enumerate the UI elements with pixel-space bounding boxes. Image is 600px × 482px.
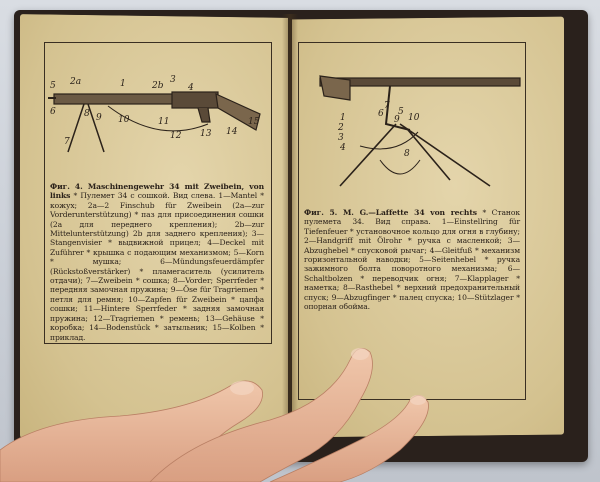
fig4-label: 4: [188, 83, 194, 93]
fig4-label: 2b: [152, 81, 164, 91]
fig5-label: 2: [338, 123, 344, 133]
fig4-label: 14: [226, 127, 238, 137]
fig4-label: 11: [158, 117, 170, 127]
fig4-label: 7: [64, 137, 70, 147]
fig5-label: 5: [398, 107, 404, 117]
fig4-label: 2a: [70, 77, 82, 87]
fig5-label: 10: [408, 113, 420, 123]
fig4-label: 12: [170, 131, 182, 141]
right-caption-body: * Станок пулемета 34. Вид справа. 1—Einstellring für Tiefenfeuer * установочное кольцо для огня в глубину; 2—Handgriff mit Ölrohr * ручка с масленкой; 3—Abzughebel * спусковой рычаг; 4—Gleitfuß * механизм горизонтальной наводки; 5—Seitenhebel * ручка зажимного болта поворотного механизма; 6—Schaltbolzen * переводчик огня; 7—Klapplager * наметка; 8—Rasthebel * верхний предохранительный спуск; 9—Abzugfinger * палец спуска; 10—Stützlager * опорная обойма.: [304, 208, 520, 312]
fig4-label: 8: [84, 109, 90, 119]
fig4-label: 3: [170, 75, 176, 85]
fig4-label: 6: [50, 107, 56, 117]
fig4-label: 10: [118, 115, 130, 125]
tripod-legs: [340, 124, 490, 186]
left-caption-head: Фиг. 4. Maschinengewehr 34 mit Zweibein, von links: [50, 182, 264, 201]
right-caption: [304, 208, 520, 311]
fig5-label: 4: [340, 143, 346, 153]
receiver: [172, 92, 218, 108]
left-caption-body: * Пулемет 34 с сошкой. Вид слева. 1—Mantel * кожух; 2a—2 Finschub für Zweibein (2a—zur Vorderunterstützung) * паз для присоединения сошки (2a для переднего крепления); 2b—zur Mittelunterstützung) 2b для заднего крепления); 3—Stangenvisier * выдвижной прицел; 4—Deckel mit Zuführer * крышка с подающим механизмом; 5—Korn * мушка; 6—Mündungsfeuerdämpfer (Rückstoßverstärker) * пламегаситель (усилитель отдачи); 7—Zweibein * сошка; 8—Vorder; Sperrfeder * передняя замочная пружина; 9—Öse für Tragriemen * петля для ремня; 10—Zapfen für Zweibein * цапфа сошки; 11—Hintere Sperrfeder * задняя замочная пружина; 12—Tragriemen * ремень; 13—Gehäuse * коробка; 14—Bodenstück * затыльник; 15—Kolben * приклад.: [50, 191, 264, 342]
fig4-label: 1: [120, 79, 126, 89]
left-caption: [50, 182, 264, 342]
fig5-label: 8: [404, 149, 410, 159]
hand: [0, 330, 470, 482]
fig5-label: 3: [338, 133, 344, 143]
fig5-label: 1: [340, 113, 346, 123]
fig5-label: 6: [378, 109, 384, 119]
barrel-jacket: [54, 94, 174, 104]
fig4-label: 5: [50, 81, 56, 91]
fig5-label: 7: [384, 101, 390, 111]
fig4-label: 9: [96, 113, 102, 123]
fig5-label: 9: [394, 115, 400, 125]
machine-gun-illustration: [48, 74, 266, 174]
fig4-label: 13: [200, 129, 212, 139]
right-caption-head: Фиг. 5. M. G.—Laffette 34 von rechts: [304, 208, 477, 217]
fig4-label: 15: [248, 117, 260, 127]
tripod-mount-illustration: [300, 60, 522, 196]
